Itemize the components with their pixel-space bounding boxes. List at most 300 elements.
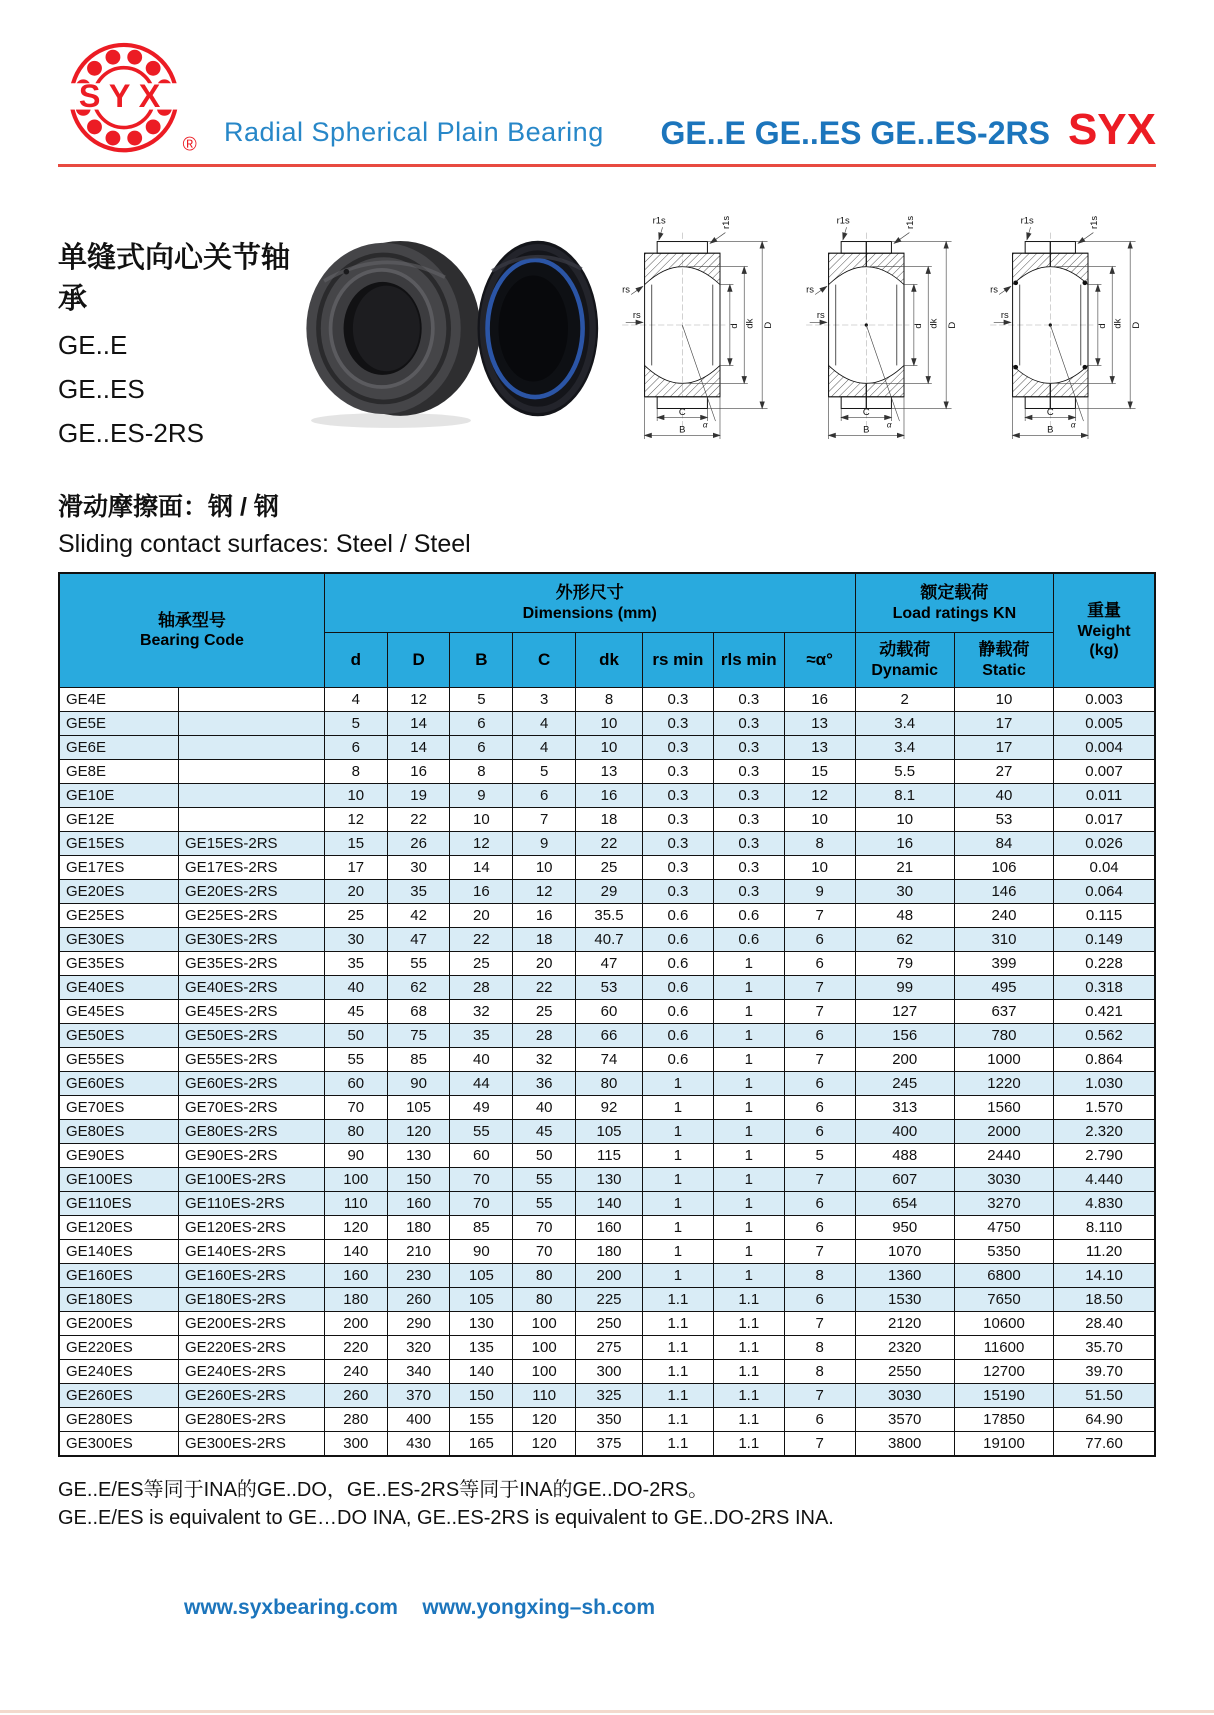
dim-label-B: B (1047, 423, 1054, 435)
bearing-code: GE100ES (59, 1168, 179, 1192)
spec-value: 1 (642, 1096, 713, 1120)
bearing-code-2rs (179, 808, 325, 832)
spec-value: 10 (576, 736, 643, 760)
dim-label-D: D (946, 321, 958, 329)
spec-value: 15 (784, 760, 855, 784)
spec-value: 0.011 (1054, 784, 1155, 808)
spec-value: 25 (513, 1000, 576, 1024)
bearing-photo-sealed-2rs (472, 231, 600, 437)
spec-value: 260 (387, 1288, 450, 1312)
spec-value: 495 (954, 976, 1053, 1000)
spec-value: 210 (387, 1240, 450, 1264)
spec-value: 7 (784, 1048, 855, 1072)
table-row (59, 1264, 1155, 1288)
spec-value: 313 (855, 1096, 954, 1120)
spec-value: 15 (324, 832, 387, 856)
spec-value: 7 (784, 1384, 855, 1408)
dim-label-C: C (1046, 405, 1054, 417)
spec-value: 8 (450, 760, 513, 784)
dim-label-r1s: r1s (719, 215, 731, 229)
spec-value: 0.149 (1054, 928, 1155, 952)
spec-value: 9 (784, 880, 855, 904)
spec-value: 13 (784, 736, 855, 760)
bearing-code: GE60ES (59, 1072, 179, 1096)
spec-value: 140 (450, 1360, 513, 1384)
spec-value: 1.1 (642, 1312, 713, 1336)
spec-value: 1560 (954, 1096, 1053, 1120)
bearing-code: GE280ES (59, 1408, 179, 1432)
spec-value: 1 (713, 1216, 784, 1240)
spec-value: 5 (513, 760, 576, 784)
dim-label-dk: dk (1111, 318, 1123, 329)
spec-value: 20 (513, 952, 576, 976)
spec-value: 6 (784, 1024, 855, 1048)
spec-value: 100 (513, 1312, 576, 1336)
col-header-B: B (450, 633, 513, 688)
spec-value: 105 (576, 1120, 643, 1144)
spec-value: 3 (513, 688, 576, 712)
dim-label-r1s: r1s (903, 215, 915, 229)
bearing-code-2rs: GE25ES-2RS (179, 904, 325, 928)
spec-value: 5 (324, 712, 387, 736)
spec-value: 780 (954, 1024, 1053, 1048)
table-row (59, 808, 1155, 832)
spec-value: 8.110 (1054, 1216, 1155, 1240)
spec-value: 53 (954, 808, 1053, 832)
spec-value: 0.3 (642, 712, 713, 736)
spec-value: 77.60 (1054, 1432, 1155, 1457)
spec-value: 120 (513, 1432, 576, 1457)
table-row (59, 1096, 1155, 1120)
spec-value: 0.3 (713, 760, 784, 784)
spec-value: 14 (387, 712, 450, 736)
spec-value: 90 (450, 1240, 513, 1264)
intro-section (58, 209, 1156, 461)
spec-value: 3270 (954, 1192, 1053, 1216)
spec-value: 150 (387, 1168, 450, 1192)
spec-value: 0.064 (1054, 880, 1155, 904)
spec-value: 3800 (855, 1432, 954, 1457)
bearing-photo-steel (298, 231, 484, 437)
website-yongxing: www.yongxing–sh.com (422, 1596, 656, 1619)
spec-value: 7 (784, 1312, 855, 1336)
table-row (59, 1408, 1155, 1432)
bearing-code-2rs: GE90ES-2RS (179, 1144, 325, 1168)
spec-value: 115 (576, 1144, 643, 1168)
spec-value: 35.70 (1054, 1336, 1155, 1360)
bearing-code: GE12E (59, 808, 179, 832)
spec-value: 40 (450, 1048, 513, 1072)
spec-value: 275 (576, 1336, 643, 1360)
spec-value: 0.318 (1054, 976, 1155, 1000)
spec-value: 12 (784, 784, 855, 808)
spec-value: 21 (855, 856, 954, 880)
spec-value: 14 (387, 736, 450, 760)
bearing-code: GE8E (59, 760, 179, 784)
spec-value: 80 (513, 1264, 576, 1288)
spec-value: 3030 (954, 1168, 1053, 1192)
bearing-code-2rs: GE260ES-2RS (179, 1384, 325, 1408)
spec-value: 18 (576, 808, 643, 832)
spec-value: 20 (324, 880, 387, 904)
spec-value: 160 (576, 1216, 643, 1240)
bearing-code-2rs: GE20ES-2RS (179, 880, 325, 904)
spec-value: 50 (324, 1024, 387, 1048)
bearing-code-2rs: GE180ES-2RS (179, 1288, 325, 1312)
logo-text: SYX (78, 78, 169, 115)
spec-value: 375 (576, 1432, 643, 1457)
spec-value: 15190 (954, 1384, 1053, 1408)
bearing-code: GE300ES (59, 1432, 179, 1457)
spec-value: 8 (576, 688, 643, 712)
col-header-static: 静载荷 Static (954, 633, 1053, 688)
note-cn: GE..E/ES等同于INA的GE..DO，GE..ES-2RS等同于INA的GE..DO-2RS。 (58, 1479, 709, 1501)
table-row (59, 1312, 1155, 1336)
spec-value: 150 (450, 1384, 513, 1408)
bearing-code: GE260ES (59, 1384, 179, 1408)
bearing-code: GE50ES (59, 1024, 179, 1048)
table-row (59, 1216, 1155, 1240)
bearing-code: GE4E (59, 688, 179, 712)
spec-value: 7 (784, 976, 855, 1000)
spec-value: 370 (387, 1384, 450, 1408)
spec-value: 105 (450, 1288, 513, 1312)
model-name: GE..ES (58, 374, 145, 404)
spec-value: 22 (387, 808, 450, 832)
header-right (660, 105, 1157, 160)
spec-value: 9 (450, 784, 513, 808)
spec-value: 84 (954, 832, 1053, 856)
spec-value: 310 (954, 928, 1053, 952)
spec-value: 0.6 (713, 928, 784, 952)
spec-value: 36 (513, 1072, 576, 1096)
bearing-code-2rs: GE55ES-2RS (179, 1048, 325, 1072)
dim-label-r1s: r1s (1020, 214, 1034, 226)
table-row (59, 1048, 1155, 1072)
spec-value: 8 (324, 760, 387, 784)
website-syxbearing: www.syxbearing.com (184, 1596, 398, 1619)
col-header-C: C (513, 633, 576, 688)
spec-value: 0.026 (1054, 832, 1155, 856)
spec-value: 6 (784, 1216, 855, 1240)
spec-value: 399 (954, 952, 1053, 976)
spec-value: 488 (855, 1144, 954, 1168)
dim-label-dk: dk (927, 318, 939, 329)
dim-label-rs: rs (806, 283, 814, 295)
spec-value: 1.1 (713, 1312, 784, 1336)
spec-value: 140 (576, 1192, 643, 1216)
spec-value: 40 (513, 1096, 576, 1120)
dim-label-dk: dk (743, 318, 755, 329)
spec-value: 49 (450, 1096, 513, 1120)
bearing-code: GE180ES (59, 1288, 179, 1312)
spec-value: 250 (576, 1312, 643, 1336)
spec-value: 607 (855, 1168, 954, 1192)
spec-value: 950 (855, 1216, 954, 1240)
spec-value: 10 (784, 856, 855, 880)
spec-value: 1 (642, 1072, 713, 1096)
spec-value: 0.3 (642, 856, 713, 880)
spec-value: 17 (324, 856, 387, 880)
spec-value: 160 (387, 1192, 450, 1216)
spec-value: 1000 (954, 1048, 1053, 1072)
spec-value: 0.6 (642, 1024, 713, 1048)
model-name: GE..E (58, 330, 128, 360)
spec-value: 4 (324, 688, 387, 712)
cross-section-drawing-GE-E (606, 209, 790, 450)
spec-value: 74 (576, 1048, 643, 1072)
table-row (59, 1024, 1155, 1048)
spec-value: 0.017 (1054, 808, 1155, 832)
spec-value: 1 (713, 1264, 784, 1288)
spec-value: 10 (855, 808, 954, 832)
bearing-code: GE5E (59, 712, 179, 736)
spec-value: 1 (642, 1216, 713, 1240)
bearing-code-2rs: GE70ES-2RS (179, 1096, 325, 1120)
spec-value: 12 (324, 808, 387, 832)
spec-value: 30 (855, 880, 954, 904)
spec-value: 10 (324, 784, 387, 808)
spec-value: 140 (324, 1240, 387, 1264)
bearing-code: GE17ES (59, 856, 179, 880)
bearing-code: GE90ES (59, 1144, 179, 1168)
spec-value: 2000 (954, 1120, 1053, 1144)
spec-value: 130 (576, 1168, 643, 1192)
spec-value: 7 (513, 808, 576, 832)
spec-value: 55 (450, 1120, 513, 1144)
spec-value: 1 (713, 1048, 784, 1072)
spec-value: 90 (387, 1072, 450, 1096)
spec-value: 29 (576, 880, 643, 904)
dim-label-d: d (1096, 323, 1108, 329)
bearing-code: GE40ES (59, 976, 179, 1000)
spec-value: 32 (450, 1000, 513, 1024)
spec-value: 146 (954, 880, 1053, 904)
spec-value: 0.115 (1054, 904, 1155, 928)
col-header-dk: dk (576, 633, 643, 688)
spec-value: 1 (713, 1240, 784, 1264)
bearing-code-2rs: GE45ES-2RS (179, 1000, 325, 1024)
spec-value: 2120 (855, 1312, 954, 1336)
header-brand: SYX (1067, 105, 1156, 154)
spec-value: 106 (954, 856, 1053, 880)
syx-logo (58, 40, 204, 160)
spec-value: 62 (387, 976, 450, 1000)
dim-label-D: D (762, 321, 774, 329)
spec-value: 100 (513, 1336, 576, 1360)
bearing-code: GE80ES (59, 1120, 179, 1144)
spec-value: 6 (784, 1072, 855, 1096)
product-intro-text (58, 209, 298, 461)
equivalence-notes (58, 1473, 1156, 1530)
bearing-code: GE35ES (59, 952, 179, 976)
spec-value: 1 (642, 1264, 713, 1288)
spec-value: 28.40 (1054, 1312, 1155, 1336)
table-row (59, 1168, 1155, 1192)
sliding-surfaces-en: Sliding contact surfaces: Steel / Steel (58, 530, 471, 558)
product-title-cn: 单缝式向心关节轴承 (58, 242, 291, 315)
bearing-code: GE6E (59, 736, 179, 760)
spec-value: 2 (855, 688, 954, 712)
spec-value: 47 (576, 952, 643, 976)
spec-value: 637 (954, 1000, 1053, 1024)
spec-value: 245 (855, 1072, 954, 1096)
spec-value: 0.3 (713, 712, 784, 736)
spec-value: 0.3 (713, 784, 784, 808)
spec-value: 8 (784, 1264, 855, 1288)
table-row (59, 1192, 1155, 1216)
spec-value: 17 (954, 736, 1053, 760)
spec-value: 6 (784, 928, 855, 952)
bearing-code: GE25ES (59, 904, 179, 928)
spec-value: 55 (387, 952, 450, 976)
spec-value: 27 (954, 760, 1053, 784)
spec-value: 40 (324, 976, 387, 1000)
spec-value: 19100 (954, 1432, 1053, 1457)
spec-value: 6 (513, 784, 576, 808)
dim-label-rs: rs (1000, 308, 1009, 320)
spec-value: 1 (713, 1168, 784, 1192)
spec-value: 290 (387, 1312, 450, 1336)
spec-value: 60 (450, 1144, 513, 1168)
spec-value: 9 (513, 832, 576, 856)
table-row (59, 904, 1155, 928)
dim-label-r1s: r1s (652, 214, 666, 226)
spec-value: 70 (513, 1216, 576, 1240)
spec-value: 25 (324, 904, 387, 928)
bearing-code-2rs: GE30ES-2RS (179, 928, 325, 952)
spec-value: 6800 (954, 1264, 1053, 1288)
bearing-code-2rs: GE240ES-2RS (179, 1360, 325, 1384)
spec-value: 6 (784, 1120, 855, 1144)
bearing-code-2rs: GE140ES-2RS (179, 1240, 325, 1264)
spec-value: 17850 (954, 1408, 1053, 1432)
spec-value: 6 (784, 1408, 855, 1432)
bearing-code-2rs (179, 688, 325, 712)
spec-value: 10 (513, 856, 576, 880)
spec-value: 32 (513, 1048, 576, 1072)
dim-label-rs: rs (816, 308, 825, 320)
page-bottom-rule (0, 1710, 1214, 1713)
bearing-code-2rs: GE15ES-2RS (179, 832, 325, 856)
spec-value: 3.4 (855, 712, 954, 736)
header-left (58, 40, 604, 160)
spec-value: 350 (576, 1408, 643, 1432)
bearing-code: GE140ES (59, 1240, 179, 1264)
spec-value: 3570 (855, 1408, 954, 1432)
spec-value: 47 (387, 928, 450, 952)
table-row (59, 1072, 1155, 1096)
spec-value: 25 (576, 856, 643, 880)
spec-value: 280 (324, 1408, 387, 1432)
spec-value: 654 (855, 1192, 954, 1216)
spec-value: 16 (784, 688, 855, 712)
spec-value: 260 (324, 1384, 387, 1408)
spec-value: 44 (450, 1072, 513, 1096)
dim-label-r1s: r1s (836, 214, 850, 226)
spec-value: 55 (513, 1192, 576, 1216)
header-model-series: GE..E GE..ES GE..ES-2RS (660, 115, 1050, 151)
bearing-code: GE160ES (59, 1264, 179, 1288)
spec-value: 85 (387, 1048, 450, 1072)
spec-value: 4.830 (1054, 1192, 1155, 1216)
spec-value: 325 (576, 1384, 643, 1408)
spec-value: 35.5 (576, 904, 643, 928)
table-row (59, 1144, 1155, 1168)
spec-value: 1 (642, 1144, 713, 1168)
bearing-code: GE15ES (59, 832, 179, 856)
spec-value: 16 (576, 784, 643, 808)
spec-value: 0.04 (1054, 856, 1155, 880)
spec-value: 0.3 (713, 880, 784, 904)
bearing-code-2rs: GE60ES-2RS (179, 1072, 325, 1096)
spec-value: 0.3 (642, 760, 713, 784)
spec-table-head (59, 573, 1155, 688)
spec-value: 120 (513, 1408, 576, 1432)
table-row (59, 976, 1155, 1000)
spec-value: 400 (855, 1120, 954, 1144)
spec-value: 0.6 (642, 952, 713, 976)
spec-value: 160 (324, 1264, 387, 1288)
spec-value: 340 (387, 1360, 450, 1384)
dim-label-C: C (862, 405, 870, 417)
table-row (59, 1000, 1155, 1024)
spec-value: 26 (387, 832, 450, 856)
spec-value: 1.1 (713, 1288, 784, 1312)
bearing-code: GE20ES (59, 880, 179, 904)
col-group-dimensions: 外形尺寸 Dimensions (mm) (324, 573, 855, 633)
spec-value: 1 (713, 1096, 784, 1120)
bearing-code-2rs: GE280ES-2RS (179, 1408, 325, 1432)
dim-label-rs: rs (990, 283, 998, 295)
table-row (59, 1288, 1155, 1312)
spec-value: 8 (784, 1360, 855, 1384)
spec-value: 240 (324, 1360, 387, 1384)
spec-value: 0.6 (642, 1048, 713, 1072)
note-en: GE..E/ES is equivalent to GE…DO INA, GE..ES-2RS is equivalent to GE..DO-2RS INA. (58, 1507, 834, 1529)
spec-value: 99 (855, 976, 954, 1000)
spec-value: 0.3 (642, 736, 713, 760)
bearing-code-2rs: GE35ES-2RS (179, 952, 325, 976)
col-group-load-ratings: 额定载荷 Load ratings KN (855, 573, 1054, 633)
spec-value: 1.1 (642, 1288, 713, 1312)
col-header-alpha: ≈α° (784, 633, 855, 688)
dim-label-rs: rs (632, 308, 641, 320)
spec-value: 1 (713, 1000, 784, 1024)
spec-value: 62 (855, 928, 954, 952)
table-row (59, 832, 1155, 856)
spec-value: 6 (324, 736, 387, 760)
spec-value: 1 (713, 976, 784, 1000)
spec-value: 165 (450, 1432, 513, 1457)
spec-value: 1 (642, 1120, 713, 1144)
spec-value: 0.6 (642, 976, 713, 1000)
spec-value: 45 (324, 1000, 387, 1024)
bearing-code: GE55ES (59, 1048, 179, 1072)
spec-value: 1070 (855, 1240, 954, 1264)
table-row (59, 856, 1155, 880)
table-row (59, 712, 1155, 736)
spec-value: 2.790 (1054, 1144, 1155, 1168)
spec-value: 0.3 (642, 880, 713, 904)
spec-value: 16 (450, 880, 513, 904)
registered-mark: ® (182, 134, 197, 156)
spec-value: 0.3 (713, 832, 784, 856)
col-header-d: d (324, 633, 387, 688)
spec-value: 30 (324, 928, 387, 952)
spec-value: 5350 (954, 1240, 1053, 1264)
spec-value: 2320 (855, 1336, 954, 1360)
